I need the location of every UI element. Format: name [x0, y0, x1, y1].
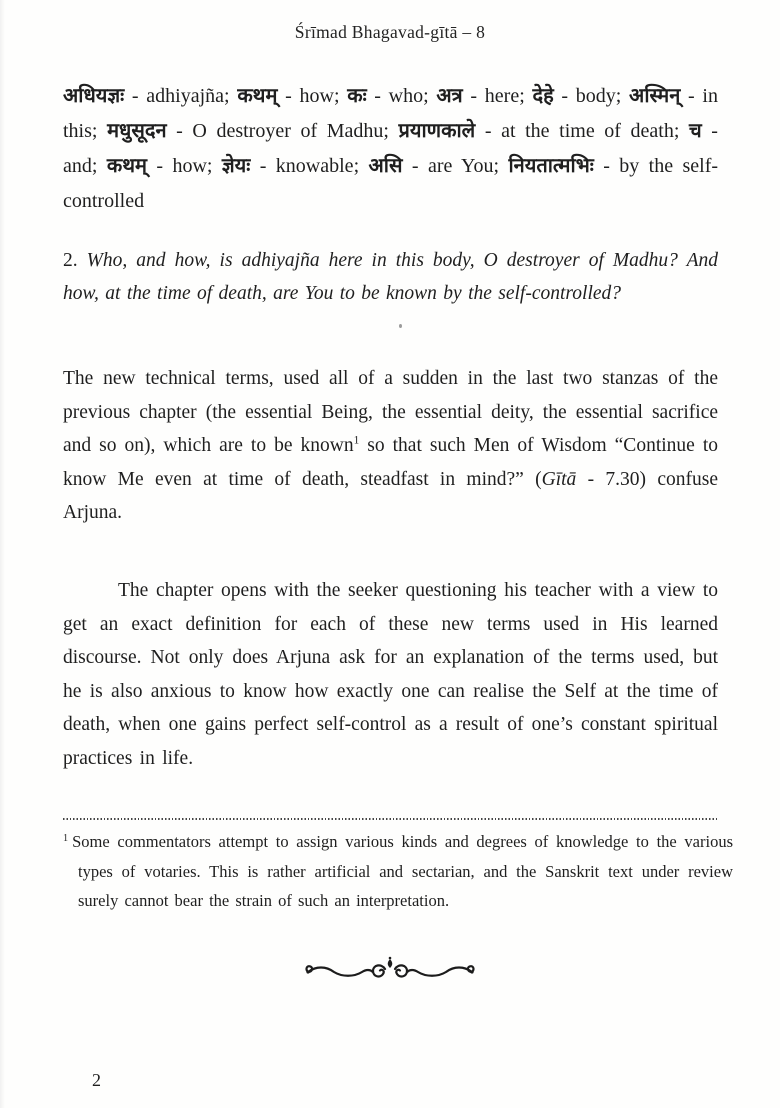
sanskrit-term: मधुसूदन	[107, 120, 167, 142]
text-segment: The new technical terms, used all of a sudden in the last two stanzas of the previous chapter (the essential Being, the essential deity, the essential sacrifice and so on), which are to be known	[63, 368, 718, 457]
sanskrit-term: कथम्	[106, 155, 147, 177]
sanskrit-term: च	[689, 120, 702, 142]
sanskrit-term: अत्र	[436, 85, 463, 107]
english-meaning: in this	[63, 85, 718, 142]
stray-print-mark	[399, 324, 402, 328]
sanskrit-term: कः	[347, 85, 367, 107]
running-header	[0, 22, 780, 43]
sanskrit-term: असि	[368, 155, 403, 177]
sanskrit-term: देहे	[532, 85, 554, 107]
english-meaning: at the time of death	[501, 120, 674, 142]
word-by-word-meanings: अधियज्ञः - adhiyajña; कथम् - how; कः - who; अत्र - here; देहे - body; अस्मिन् - in this; मधुसूदन - O destroyer of Madhu; प्रयाणकाले - at the time of death; च - and; कथम् - how; ज्ञेयः - knowable; असि - are You; नियतात्मभिः - by the self-controlled	[63, 85, 719, 212]
sanskrit-term: ज्ञेयः	[221, 155, 251, 177]
footnote	[63, 827, 733, 916]
floral-divider-icon	[300, 956, 480, 986]
footnote-text: Some commentators attempt to assign various kinds and degrees of knowledge to the various types of votaries. This is rather artificial and sectarian, and the Sanskrit text under review surely cannot bear the strain of such an interpretation.	[72, 832, 733, 910]
english-meaning: body	[575, 85, 616, 107]
commentary-paragraph-1	[63, 362, 718, 530]
verse-translation	[63, 244, 718, 310]
verse-text: Who, and how, is adhiyajña here in this body, O destroyer of Madhu? And how, at the time of death, are You to be known by the self-controlled?	[63, 250, 719, 304]
sanskrit-term: अस्मिन्	[629, 85, 681, 107]
english-meaning: and	[63, 155, 92, 177]
english-meaning: are You	[427, 155, 494, 177]
text-segment: 1	[353, 434, 360, 447]
text-segment: Gītā	[541, 468, 577, 490]
verse-number: 2.	[63, 250, 78, 271]
english-meaning: by the self-controlled	[63, 155, 719, 212]
commentary-paragraph-2	[63, 574, 718, 776]
sanskrit-term: नियतात्मभिः	[508, 155, 594, 177]
english-meaning: here	[484, 85, 520, 107]
english-meaning: O destroyer of Madhu	[192, 120, 384, 142]
sanskrit-term: प्रयाणकाले	[398, 120, 476, 142]
english-meaning: adhiyajña	[146, 85, 225, 107]
english-meaning: how	[299, 85, 334, 107]
footnote-separator-rule	[63, 817, 718, 820]
text-segment: The chapter opens with the seeker questioning his teacher with a view to get an exact definition for each of these new terms used in His learned discourse. Not only does Arjuna ask for an explanation of the terms used, but he is also anxious to know how exactly one can realise the Self at the time of death, when one gains perfect self-control as a result of one’s constant spiritual practices in life.	[63, 580, 718, 769]
sanskrit-term: अधियज्ञः	[63, 85, 125, 107]
text-segment: so that such Men of Wisdom “Continue to know Me even at time of death, steadfast in mind?” (	[63, 435, 718, 490]
english-meaning: who	[388, 85, 424, 107]
floral-divider-ornament	[0, 956, 780, 986]
english-meaning: how	[172, 155, 207, 177]
page-number: 2	[92, 1070, 101, 1090]
text-segment: - 7.30) confuse Arjuna.	[63, 468, 718, 524]
english-meaning: knowable	[275, 155, 354, 177]
sanskrit-term: कथम्	[237, 85, 278, 107]
footnote-marker: 1	[63, 832, 69, 844]
page-title: Śrīmad Bhagavad-gītā – 8	[294, 22, 486, 42]
